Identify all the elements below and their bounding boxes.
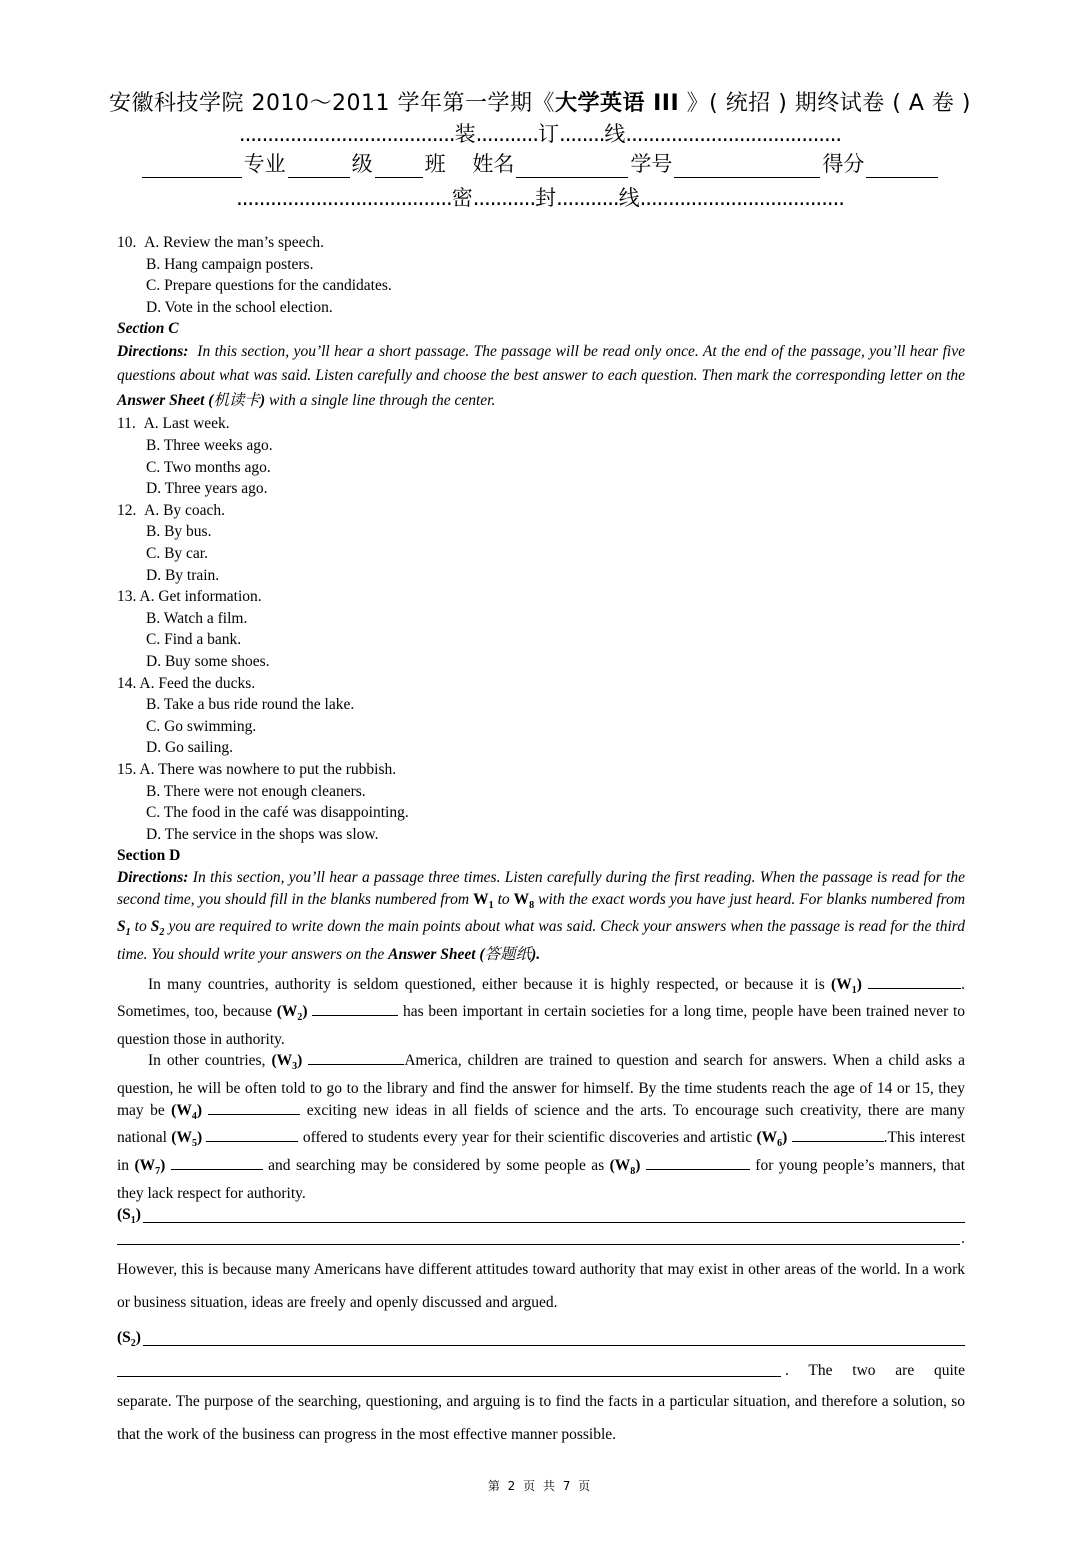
option-c: C. Prepare questions for the candidates. [146, 277, 392, 295]
passage-paragraph-4: separate. The purpose of the searching, questioning, and arguing is to find the facts in a particular situation, and therefore a solution, so that the work of the business can progress in the most effective manner possible. [117, 1393, 965, 1444]
w-letter: W [761, 1129, 778, 1147]
class-label: 班 [424, 152, 446, 176]
answer-rule [117, 1244, 960, 1245]
s2-answer-line-2[interactable] [117, 1352, 965, 1385]
passage-text: In many countries, authority is seldom questioned, either because it is highly respected, or because it is [148, 975, 825, 993]
w-letter: W [513, 890, 530, 908]
option-b: B. Three weeks ago. [146, 437, 273, 455]
option-d: D. The service in the shops was slow. [146, 825, 379, 843]
question-number: 14. [117, 674, 137, 692]
w-sub: 6 [777, 1138, 783, 1150]
section-d-directions [117, 867, 965, 966]
binding-line-top [0, 118, 1080, 148]
section-c-directions [117, 340, 965, 414]
dots: ........... [556, 186, 619, 210]
question-11 [117, 413, 965, 499]
question-10 [117, 232, 965, 318]
option-b: B. Hang campaign posters. [146, 255, 314, 273]
dots: ........... [472, 186, 536, 210]
w-sub: 4 [191, 1110, 197, 1122]
option-b: B. There were not enough cleaners. [146, 782, 366, 800]
passage-text: America, children are trained to question and search for answers. When a child asks a question, he will be often told to go to the library and find the answer for himself. By the time students reach the age of 14 or 15, they may be [117, 1052, 966, 1119]
option-d: D. Go sailing. [146, 739, 233, 757]
binding-mark: 装 [454, 122, 476, 146]
blank-label-s2: $(S_2)$ [117, 1329, 141, 1350]
answer-rule [143, 1222, 965, 1223]
passage-text: In other countries, [148, 1052, 266, 1070]
answer-sheet-cn: 机读卡 [213, 391, 260, 409]
directions-end: with a single line through the center. [269, 391, 496, 409]
student-id-label: 学号 [630, 152, 673, 176]
option-c: C. Find a bank. [146, 631, 242, 649]
option-a: A. Get information. [139, 588, 262, 606]
option-c: C. By car. [146, 545, 208, 563]
w-letter: W [836, 975, 852, 993]
blank-w8[interactable] [646, 1155, 750, 1170]
option-d: D. Vote in the school election. [146, 298, 333, 316]
s-sub: 2 [130, 1338, 136, 1350]
course-name: 大学英语 III [554, 91, 680, 116]
score-blank[interactable] [866, 155, 938, 178]
blank-w2[interactable] [312, 1001, 398, 1016]
question-line [117, 673, 965, 695]
period: . [961, 1230, 965, 1248]
question-number: 13. [117, 588, 137, 606]
option-b: B. Take a bus ride round the lake. [146, 696, 355, 714]
w-letter: W [614, 1157, 631, 1175]
page-footer: 第 2 页 共 7 页 [487, 1479, 593, 1493]
grade-label: 级 [351, 152, 373, 176]
question-line [117, 413, 965, 435]
question-number: 15. [117, 760, 137, 778]
blank-w7[interactable] [171, 1155, 263, 1170]
w-letter: W [276, 1052, 293, 1070]
directions-text: with the exact words you have just heard. For blanks numbered from [538, 890, 966, 908]
passage-text: . The two are quite [785, 1362, 965, 1380]
name-label: 姓名 [472, 152, 515, 176]
s-letter: S [150, 918, 160, 936]
question-13 [117, 586, 965, 672]
directions-label: Directions: [117, 868, 189, 886]
option-a: A. By coach. [144, 501, 226, 519]
option-a: A. Feed the ducks. [139, 674, 256, 692]
w-letter: W [176, 1129, 192, 1147]
w-sub: 1 [851, 984, 857, 996]
blank-label-s1: $(S_1)$ [117, 1206, 141, 1227]
s-sub: 1 [130, 1215, 136, 1227]
passage-text: . Sometimes, too, because [117, 975, 966, 1021]
passage-text: offered to students every year for their scientific discoveries and artistic [302, 1129, 753, 1147]
s-letter: S [122, 1329, 131, 1347]
dots: ...................................... [238, 122, 455, 146]
s2-answer-line-1[interactable] [117, 1319, 965, 1352]
grade-blank[interactable] [288, 155, 350, 178]
dots: ........... [475, 122, 539, 146]
major-blank[interactable] [142, 155, 242, 178]
w-letter: W [473, 890, 489, 908]
w-letter: W [281, 1003, 298, 1021]
passage-text: .This interest in [117, 1129, 966, 1175]
section-c-title: Section C [117, 320, 179, 338]
blank-w1[interactable] [868, 974, 961, 989]
dots: ...................................... [625, 122, 842, 146]
passage-text: for young people’s manners, that they lack respect for authority. [117, 1157, 966, 1202]
binding-line-bottom [0, 182, 1080, 212]
s1-answer-line-1[interactable] [117, 1204, 965, 1226]
passage-text: has been important in certain societies for a long time, people have been trained never to question those in authority. [117, 1003, 966, 1048]
w8-ref [513, 890, 535, 911]
score-label: 得分 [822, 152, 865, 176]
passage-paragraph-2 [117, 1050, 965, 1204]
blank-w6[interactable] [792, 1127, 884, 1142]
binding-mark: 订 [538, 122, 560, 146]
answer-sheet-label: Answer Sheet ( [117, 391, 214, 409]
paren: ) [259, 391, 266, 409]
s1-answer-line-2[interactable] [117, 1226, 965, 1248]
option-d: D. Buy some shoes. [146, 653, 270, 670]
option-a: A. Review the man’s speech. [144, 234, 325, 251]
title-suffix: 》( 统招 ) 期终试卷 ( A 卷 ) [679, 91, 971, 116]
blank-w4[interactable] [208, 1100, 300, 1115]
w-sub: 1 [488, 899, 494, 911]
option-b: B. Watch a film. [146, 609, 248, 627]
name-blank[interactable] [516, 155, 628, 178]
s-sub: 1 [125, 927, 131, 939]
student-id-blank[interactable] [674, 155, 820, 178]
blank-label-w1: $(W_1)$ [831, 975, 862, 996]
w-letter: W [139, 1157, 156, 1175]
to-word: to [134, 918, 147, 936]
question-14 [117, 673, 965, 759]
question-number: 10. [117, 234, 137, 251]
answer-sheet-label: Answer Sheet ( [388, 945, 485, 963]
blank-label-w2: $(W_2)$ [276, 1003, 308, 1024]
question-line [117, 232, 965, 254]
w-sub: 2 [297, 1012, 303, 1024]
option-b: B. By bus. [146, 523, 212, 541]
w-sub: 3 [292, 1061, 298, 1073]
binding-mark: 封 [535, 186, 557, 210]
blank-w5[interactable] [206, 1127, 298, 1142]
blank-label-w4: $(W_4)$ [171, 1101, 202, 1122]
binding-mark: 线 [618, 186, 640, 210]
option-c: C. The food in the café was disappointing. [146, 804, 409, 822]
s-letter: S [117, 918, 126, 936]
dots: ...................................... [236, 186, 452, 210]
class-blank[interactable] [375, 155, 423, 178]
question-number: 11. [117, 415, 136, 433]
dots: .................................... [639, 186, 844, 210]
question-line [117, 586, 965, 608]
option-a: A. Last week. [143, 415, 230, 433]
s1-ref [117, 918, 131, 939]
s-letter: S [122, 1206, 131, 1224]
passage-text: exciting new ideas in all fields of science and the arts. To encourage such creativity, there are many national [117, 1101, 966, 1147]
dots: ........ [559, 122, 605, 146]
s-sub: 2 [159, 927, 165, 939]
w-sub: 8 [529, 899, 535, 911]
option-d: D. Three years ago. [146, 480, 268, 498]
answer-sheet-cn: 答题纸 [484, 945, 532, 963]
w1-ref [473, 890, 494, 911]
binding-mark: 密 [451, 186, 473, 210]
directions-text: you are required to write down the main points about what was said. Check your answers when the passage is read for the third time. You should write your answers on the [117, 918, 966, 963]
to-word: to [497, 890, 510, 908]
exam-body [117, 232, 965, 1451]
blank-label-w6: $(W_6)$ [756, 1129, 788, 1150]
w-letter: W [176, 1101, 192, 1119]
passage-text: and searching may be considered by some people as [268, 1157, 605, 1175]
passage-paragraph-1 [117, 974, 965, 1051]
question-line [117, 500, 965, 522]
major-label: 专业 [243, 152, 286, 176]
section-d-title: Section D [117, 847, 181, 865]
blank-label-w5: $(W_5)$ [171, 1129, 203, 1150]
title-prefix: 安徽科技学院 2010～2011 学年第一学期《 [108, 91, 555, 116]
option-c: C. Two months ago. [146, 458, 271, 476]
binding-mark: 线 [604, 122, 626, 146]
directions-text: In this section, you’ll hear a passage three times. Listen carefully during the first reading. When the passage is read for the second time, you should fill in the blanks numbered from [117, 868, 966, 908]
option-c: C. Go swimming. [146, 717, 257, 735]
directions-text: In this section, you’ll hear a short passage. The passage will be read only once. At the end of the passage, you’ll hear five questions about what was said. Listen carefully and choose the best answer to each question. Then mark the corresponding letter on the [117, 342, 965, 385]
blank-label-w7: $(W_7)$ [134, 1157, 166, 1178]
question-12 [117, 500, 965, 586]
question-number: 12. [117, 501, 137, 519]
w-sub: 8 [630, 1166, 636, 1178]
exam-title [0, 86, 1080, 117]
s2-ref [150, 918, 165, 939]
answer-rule [117, 1376, 781, 1377]
student-info-row [0, 148, 1080, 178]
question-line [117, 759, 965, 781]
question-15 [117, 759, 965, 845]
w-sub: 7 [155, 1166, 161, 1178]
option-d: D. By train. [146, 566, 220, 584]
option-a: A. There was nowhere to put the rubbish. [139, 760, 397, 778]
directions-label: Directions: [117, 342, 189, 360]
passage-paragraph-3: However, this is because many Americans have different attitudes toward authority that may exist in other areas of the world. In a work or business situation, ideas are freely and openly discussed and argued. [117, 1261, 965, 1312]
paren: ). [531, 945, 541, 963]
w-sub: 5 [191, 1138, 197, 1150]
answer-rule [143, 1345, 965, 1346]
blank-label-w3: $(W_3)$ [271, 1052, 303, 1073]
blank-label-w8: $(W_8)$ [609, 1157, 641, 1178]
blank-w3[interactable] [308, 1050, 404, 1065]
